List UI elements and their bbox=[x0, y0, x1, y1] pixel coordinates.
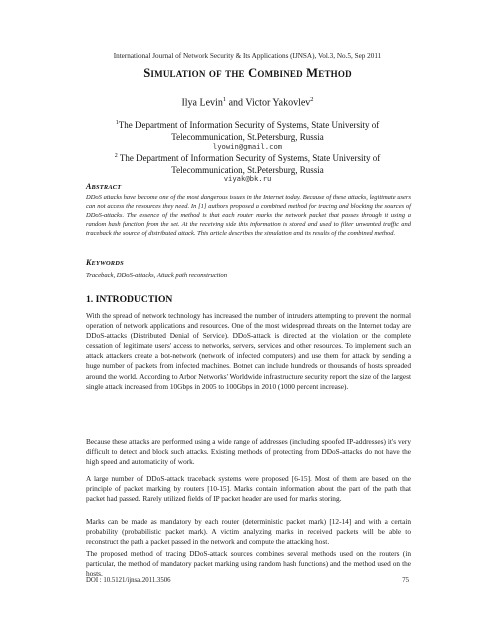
section-title-introduction: 1. INTRODUCTION bbox=[86, 294, 173, 305]
affiliation-1-sup: 1 bbox=[115, 120, 119, 126]
keywords-heading: KEYWORDS bbox=[86, 258, 124, 267]
affiliation-1-line-2: Telecommunication, St.Petersburg, Russia bbox=[171, 131, 324, 142]
intro-paragraph-2: Because these attacks are performed using a wide range of addresses (including spoofed IP-addresses) it's very difficult to detect and block such attacks. Existing methods of protecting from DDoS-attacks do not have the high speed and automaticity of work. bbox=[86, 437, 411, 467]
author-2: Victor Yakovlev bbox=[245, 97, 311, 109]
keywords-text: Traceback, DDoS-attacks, Attack path reconstruction bbox=[86, 272, 228, 279]
affiliation-2 bbox=[0, 151, 495, 176]
journal-header: International Journal of Network Security & Its Applications (IJNSA), Vol.3, No.5, Sep 2011 bbox=[113, 52, 382, 60]
paper-title bbox=[0, 66, 495, 81]
affiliation-1 bbox=[0, 118, 495, 143]
intro-paragraph-4: Marks can be made as mandatory by each router (deterministic packet mark) [12-14] and with a certain probability (probabilistic packet mark). A victim analyzing marks in received packets will be able to reconstruct the path a packet passed in the network and compute the attacking host. bbox=[86, 517, 411, 547]
intro-paragraph-1: With the spread of network technology has increased the number of intruders attempting to prevent the normal operation of network applications and resources. One of the most widespread threats on the Internet today are DDoS-attacks (Distributed Denial of Service). DDoS-attack is directed at the violation or the complete cessation of legitimate users' access to networks, servers, services and other resources. To implement such an attack attackers create a bot-network (network of infected computers) and use them for attack by sending a huge number of packets from infected machines. Botnet can include hundreds or thousands of hosts spreaded around the world. According to Arbor Networks' Worldwide infrastructure security report the size of the largest single attack increased from 10Gbps in 2005 to 100Gbps in 2010 (1000 percent increase). bbox=[86, 311, 411, 391]
affiliation-2-line-1: $^2$ The Department of Information Security of Systems, State University of bbox=[114, 153, 381, 163]
title-cap-3: M bbox=[306, 66, 319, 80]
email-2: viyak@bk.ru bbox=[223, 174, 272, 183]
title-part-3: ethod bbox=[318, 66, 352, 80]
intro-paragraph-5: The proposed method of tracing DDoS-attack sources combines several methods used on the routers (in particular, the method of mandatory packet marking using random hash functions) and the method used on the hosts. bbox=[86, 549, 411, 579]
affiliation-2-line-2: Telecommunication, St.Petersburg, Russia bbox=[171, 164, 324, 175]
author-connector: and bbox=[226, 97, 246, 109]
author-1-sup: 1 bbox=[222, 96, 227, 103]
intro-paragraph-3: A large number of DDoS-attack traceback systems were proposed [6-15]. Most of them are based on the principle of packet marking by routers [10-15]. Marks contain information about the part of the path that packet had passed. Rarely utilized fields of IP packet header are used for marks storing. bbox=[86, 474, 411, 504]
author-line bbox=[0, 96, 495, 108]
title-cap-1: S bbox=[143, 66, 151, 80]
title-cap-2: C bbox=[248, 66, 258, 80]
author-1: Ilya Levin bbox=[181, 97, 223, 109]
affiliation-2-sup: 2 bbox=[114, 153, 118, 159]
page-number: 75 bbox=[402, 577, 409, 584]
affiliation-1-line-1: $^1$The Department of Information Security of Systems, State University of bbox=[115, 120, 380, 130]
author-2-sup: 2 bbox=[310, 96, 314, 103]
abstract-text: DDoS attacks have become one of the most dangerous issues in the Internet today. Because of these attacks, legitimate users can not access the resources they need. In [1] authors proposed a combined method for tracing and blocking the sources of DDoS-attacks. The essence of the method is that each router marks the network packet that passes through it using a random hash function from the set. At the receiving side this information is stored and used to filter unwanted traffic and traceback the source of distributed attack. This article describes the simulation and its results of the combined method. bbox=[86, 194, 411, 237]
abstract-heading: ABSTRACT bbox=[86, 182, 122, 191]
title-part-1: imulation of the bbox=[150, 66, 249, 80]
email-1: lyowin@gmail.com bbox=[212, 142, 283, 151]
title-part-2: ombined bbox=[257, 66, 307, 80]
footer-doi: DOI : 10.5121/ijnsa.2011.3506 bbox=[86, 577, 171, 584]
